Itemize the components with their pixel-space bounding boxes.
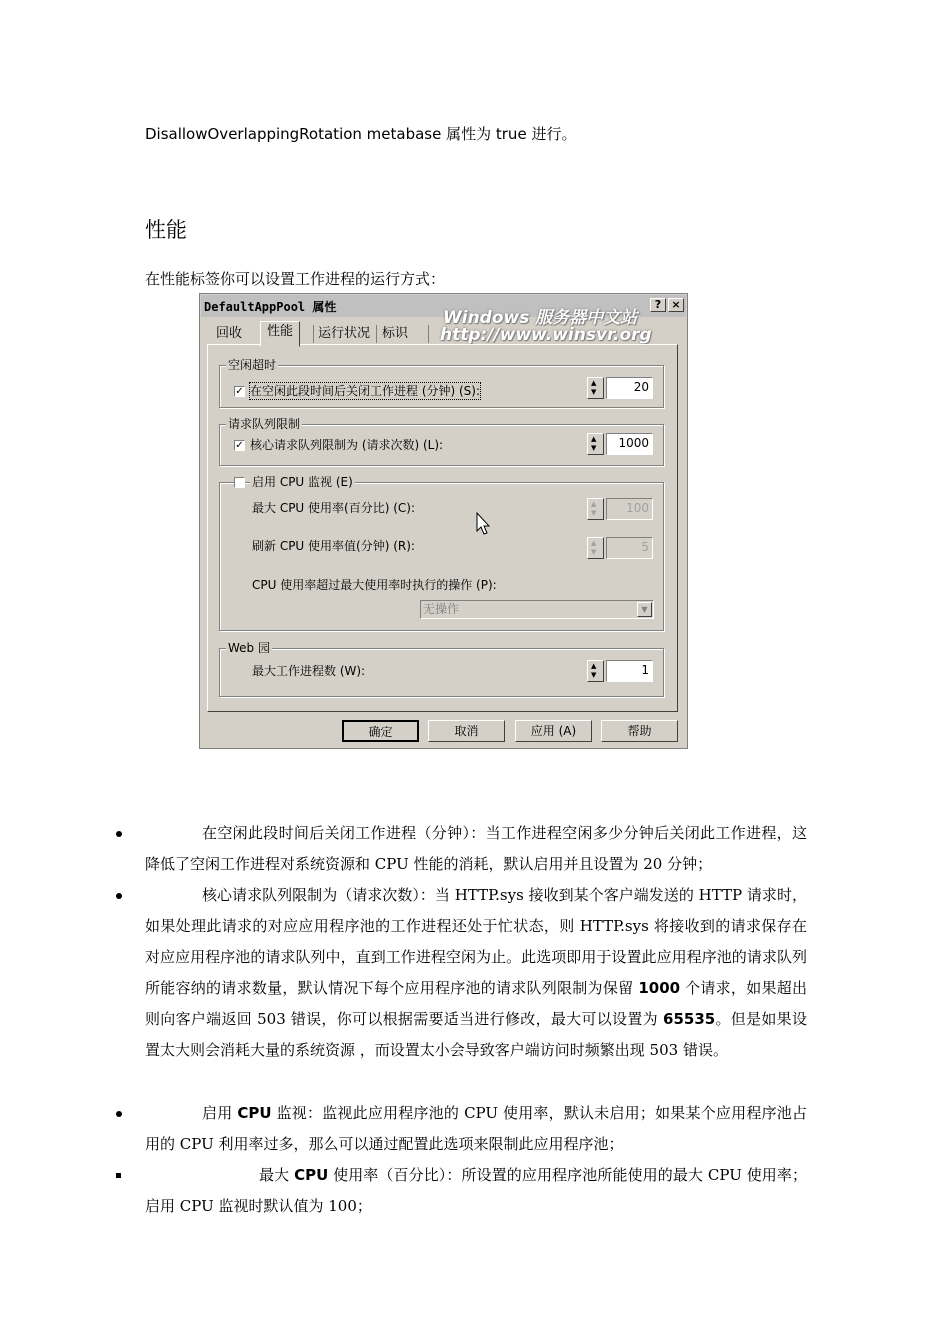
request-queue-value[interactable]: 1000 <box>606 433 653 455</box>
tab-health[interactable]: 运行状况 <box>318 326 371 341</box>
stepper-arrows[interactable]: ▲ ▼ <box>587 537 604 559</box>
cpu-action-label: CPU 使用率超过最大使用率时执行的操作 (P): <box>252 578 497 592</box>
cpu-monitor-label: 启用 CPU 监视 (E) <box>252 475 353 489</box>
list-item-request-queue: 核心请求队列限制为（请求次数）：当 HTTP.sys 接收到某个客户端发送的 HTTP 请求时，如果处理此请求的对应应用程序池的工作进程还处于忙状态，则 HTTP.sys 将接收到的请求保存在对应应用程序池的请求队列中，直到工作进程空闲为止。此选项即用于设置此应用程序池的请求队列所能容纳的请求数量，默认情况下每个应用程序池的请求队列限制为保留 1000 个请求，如果超出则向客户端返回 503 错误，你可以根据需要适当进行修改，最大可以设置为 65535。但是如果设置太大则会消耗大量的系统资源 ，而设置太小会导致客户端访问时频繁出现 503 错误。 <box>145 886 807 1059</box>
request-queue-checkbox[interactable]: ✓ <box>235 440 244 451</box>
tab-recycle[interactable]: 回收 <box>216 326 243 341</box>
help-button[interactable]: 帮助 <box>601 720 678 742</box>
idle-timeout-stepper[interactable] <box>587 377 651 399</box>
max-cpu-value[interactable]: 100 <box>606 498 653 520</box>
cpu-action-select[interactable] <box>420 600 654 619</box>
cpu-monitor-checkbox[interactable] <box>234 477 245 488</box>
apply-button[interactable]: 应用 (A) <box>515 720 592 742</box>
tab-separator <box>428 325 429 343</box>
mouse-cursor-icon <box>476 512 490 536</box>
stepper-arrows[interactable]: ▲ ▼ <box>587 433 604 455</box>
idle-timeout-checkbox[interactable]: ✓ <box>235 386 244 397</box>
dialog-title: DefaultAppPool 属性 <box>204 300 337 314</box>
stepper-arrows[interactable]: ▲ ▼ <box>587 377 604 399</box>
refresh-cpu-value[interactable]: 5 <box>606 537 653 559</box>
max-cpu-label: 最大 CPU 使用率(百分比) (C): <box>252 501 415 515</box>
list-item-idle-timeout: 在空闲此段时间后关闭工作进程（分钟）：当工作进程空闲多少分钟后关闭此工作进程，这降低了空闲工作进程对系统资源和 CPU 性能的消耗，默认启用并且设置为 20 分钟； <box>145 824 807 873</box>
refresh-cpu-label: 刷新 CPU 使用率值(分钟) (R): <box>252 539 415 553</box>
tab-identity[interactable]: 标识 <box>382 326 409 341</box>
square-bullet-icon <box>116 1173 121 1178</box>
idle-timeout-value[interactable]: 20 <box>606 377 653 399</box>
bullet-icon <box>116 1111 122 1117</box>
watermark-url: http://www.winsvr.org <box>440 325 652 345</box>
close-icon[interactable]: × <box>668 298 684 312</box>
ok-button[interactable]: 确定 <box>342 720 419 742</box>
max-process-label: 最大工作进程数 (W): <box>252 664 366 678</box>
request-queue-label: 核心请求队列限制为 (请求次数) (L): <box>250 438 444 452</box>
watermark-title: Windows 服务器中文站 <box>443 308 638 328</box>
chevron-down-icon[interactable]: ▼ <box>637 602 652 617</box>
bullet-icon <box>116 893 122 899</box>
intro-text: DisallowOverlappingRotation metabase 属性为 true 进行。 <box>145 125 577 143</box>
lead-text: 在性能标签你可以设置工作进程的运行方式： <box>145 270 446 288</box>
cpu-action-value: 无操作 <box>423 602 460 616</box>
refresh-cpu-stepper[interactable] <box>587 537 651 559</box>
bullet-icon <box>116 831 122 837</box>
stepper-arrows[interactable]: ▲ ▼ <box>587 660 604 682</box>
max-process-stepper[interactable] <box>587 660 651 682</box>
stepper-arrows[interactable]: ▲ ▼ <box>587 498 604 520</box>
request-queue-stepper[interactable] <box>587 433 651 455</box>
request-queue-group-title: 请求队列限制 <box>228 417 301 431</box>
list-item-max-cpu: 最大 CPU 使用率（百分比）：所设置的应用程序池所能使用的最大 CPU 使用率；启用 CPU 监视时默认值为 100； <box>145 1166 807 1215</box>
properties-dialog-screenshot <box>199 293 688 749</box>
tab-performance[interactable]: 性能 <box>260 321 300 347</box>
help-icon[interactable]: ? <box>650 298 666 312</box>
cancel-button[interactable]: 取消 <box>428 720 505 742</box>
web-garden-group-title: Web 园 <box>228 641 270 655</box>
idle-timeout-label: 在空闲此段时间后关闭工作进程 (分钟) (S): <box>250 384 481 398</box>
max-process-value[interactable]: 1 <box>606 660 653 682</box>
section-heading: 性能 <box>145 218 187 242</box>
idle-timeout-group-title: 空闲超时 <box>228 358 277 372</box>
list-item-cpu-monitor: 启用 CPU 监视：监视此应用程序池的 CPU 使用率，默认未启用；如果某个应用程序池占用的 CPU 利用率过多，那么可以通过配置此选项来限制此应用程序池； <box>145 1104 807 1153</box>
max-cpu-stepper[interactable] <box>587 498 651 520</box>
